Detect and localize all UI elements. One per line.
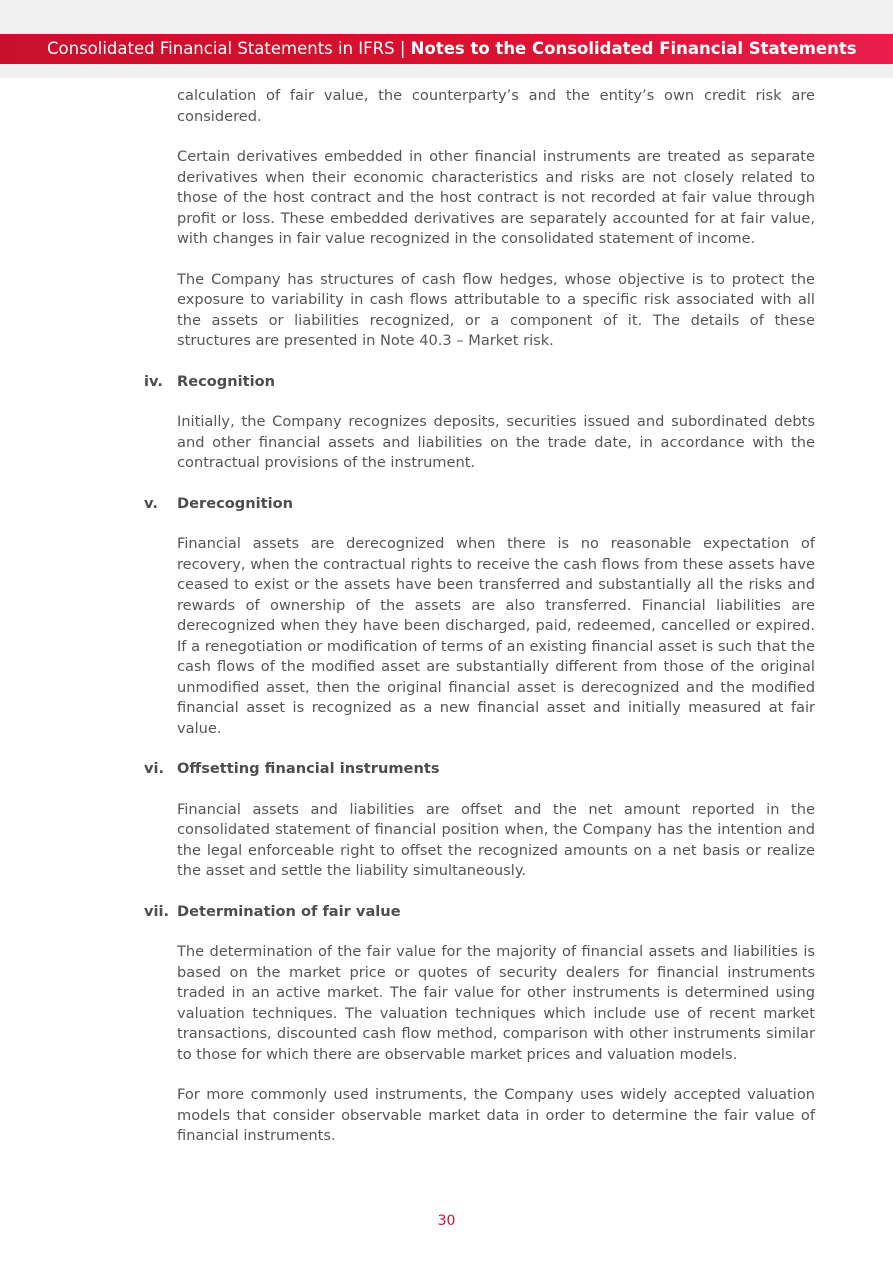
section-title: Recognition bbox=[177, 372, 276, 390]
header-title bbox=[47, 34, 857, 64]
section-title: Offsetting financial instruments bbox=[177, 760, 440, 777]
section-title: Determination of fair value bbox=[177, 902, 401, 920]
paragraph-valuation-models: For more commonly used instruments, the Company uses widely accepted valuation models that consider observable market data in order to determine the fair value of financial instruments. bbox=[177, 1086, 815, 1144]
header-shadow-strip bbox=[0, 64, 893, 78]
paragraph-fair-value-credit-risk: calculation of fair value, the counterparty’s and the entity’s own credit risk are considered. bbox=[177, 87, 815, 125]
section-number: v. bbox=[144, 494, 158, 512]
top-margin-strip bbox=[0, 0, 893, 34]
paragraph-derecognition: Financial assets are derecognized when there is no reasonable expectation of recovery, when the contractual rights to receive the cash flows from these assets have ceased to exist or the assets have been transferred and substantially all the risks and rewards of ownership of the assets are also transferred. Financial liabilities are derecognized when they have been discharged, paid, redeemed, cancelled or expired. If a renegotiation or modification of terms of an existing financial asset is such that the cash flows of the modified asset are substantially different from those of the original unmodified asset, then the original financial asset is derecognized and the modified financial asset is recognized as a new financial asset and initially measured at fair value. bbox=[177, 535, 815, 737]
section-heading-derecognition bbox=[144, 494, 815, 515]
page-header bbox=[0, 34, 893, 64]
header-separator: | bbox=[394, 39, 411, 58]
section-title: Derecognition bbox=[177, 494, 294, 512]
section-number: iv. bbox=[144, 372, 163, 390]
section-number: vii. bbox=[144, 902, 170, 920]
paragraph-offsetting: Financial assets and liabilities are offset and the net amount reported in the consolidated statement of financial position when, the Company has the intention and the legal enforceable right to offset the recognized amounts on a net basis or realize the asset and settle the liability simultaneously. bbox=[177, 800, 815, 879]
section-number: vi. bbox=[144, 760, 165, 777]
paragraph-embedded-derivatives: Certain derivatives embedded in other financial instruments are treated as separate derivatives when their economic characteristics and risks are not closely related to those of the host contract and the host contract is not recorded at fair value through profit or loss. These embedded derivatives are separately accounted for at fair value, with changes in fair value recognized in the consolidated statement of income. bbox=[177, 148, 815, 247]
header-title-bold: Notes to the Consolidated Financial Statements bbox=[410, 39, 857, 58]
header-title-regular: Consolidated Financial Statements in IFRS bbox=[47, 39, 395, 58]
paragraph-fair-value-determination: The determination of the fair value for the majority of financial assets and liabilities is based on the market price or quotes of security dealers for financial instruments traded in an active market. The fair value for other instruments is determined using valuation techniques. The valuation techniques which include use of recent market transactions, discounted cash flow method, comparison with other instruments similar to those for which there are observable market prices and valuation models. bbox=[177, 943, 815, 1063]
page-body bbox=[144, 86, 815, 1167]
paragraph-recognition: Initially, the Company recognizes deposits, securities issued and subordinated debts and other financial assets and liabilities on the trade date, in accordance with the contractual provisions of the instrument. bbox=[177, 413, 815, 471]
paragraph-cash-flow-hedges: The Company has structures of cash flow hedges, whose objective is to protect the exposure to variability in cash flows attributable to a specific risk associated with all the assets or liabilities recognized, or a component of it. The details of these structures are presented in Note 40.3 – Market risk. bbox=[177, 270, 815, 349]
section-heading-recognition bbox=[144, 372, 815, 393]
section-heading-offsetting bbox=[144, 759, 815, 780]
page-number: 30 bbox=[437, 1213, 456, 1229]
section-heading-fair-value bbox=[144, 902, 815, 923]
